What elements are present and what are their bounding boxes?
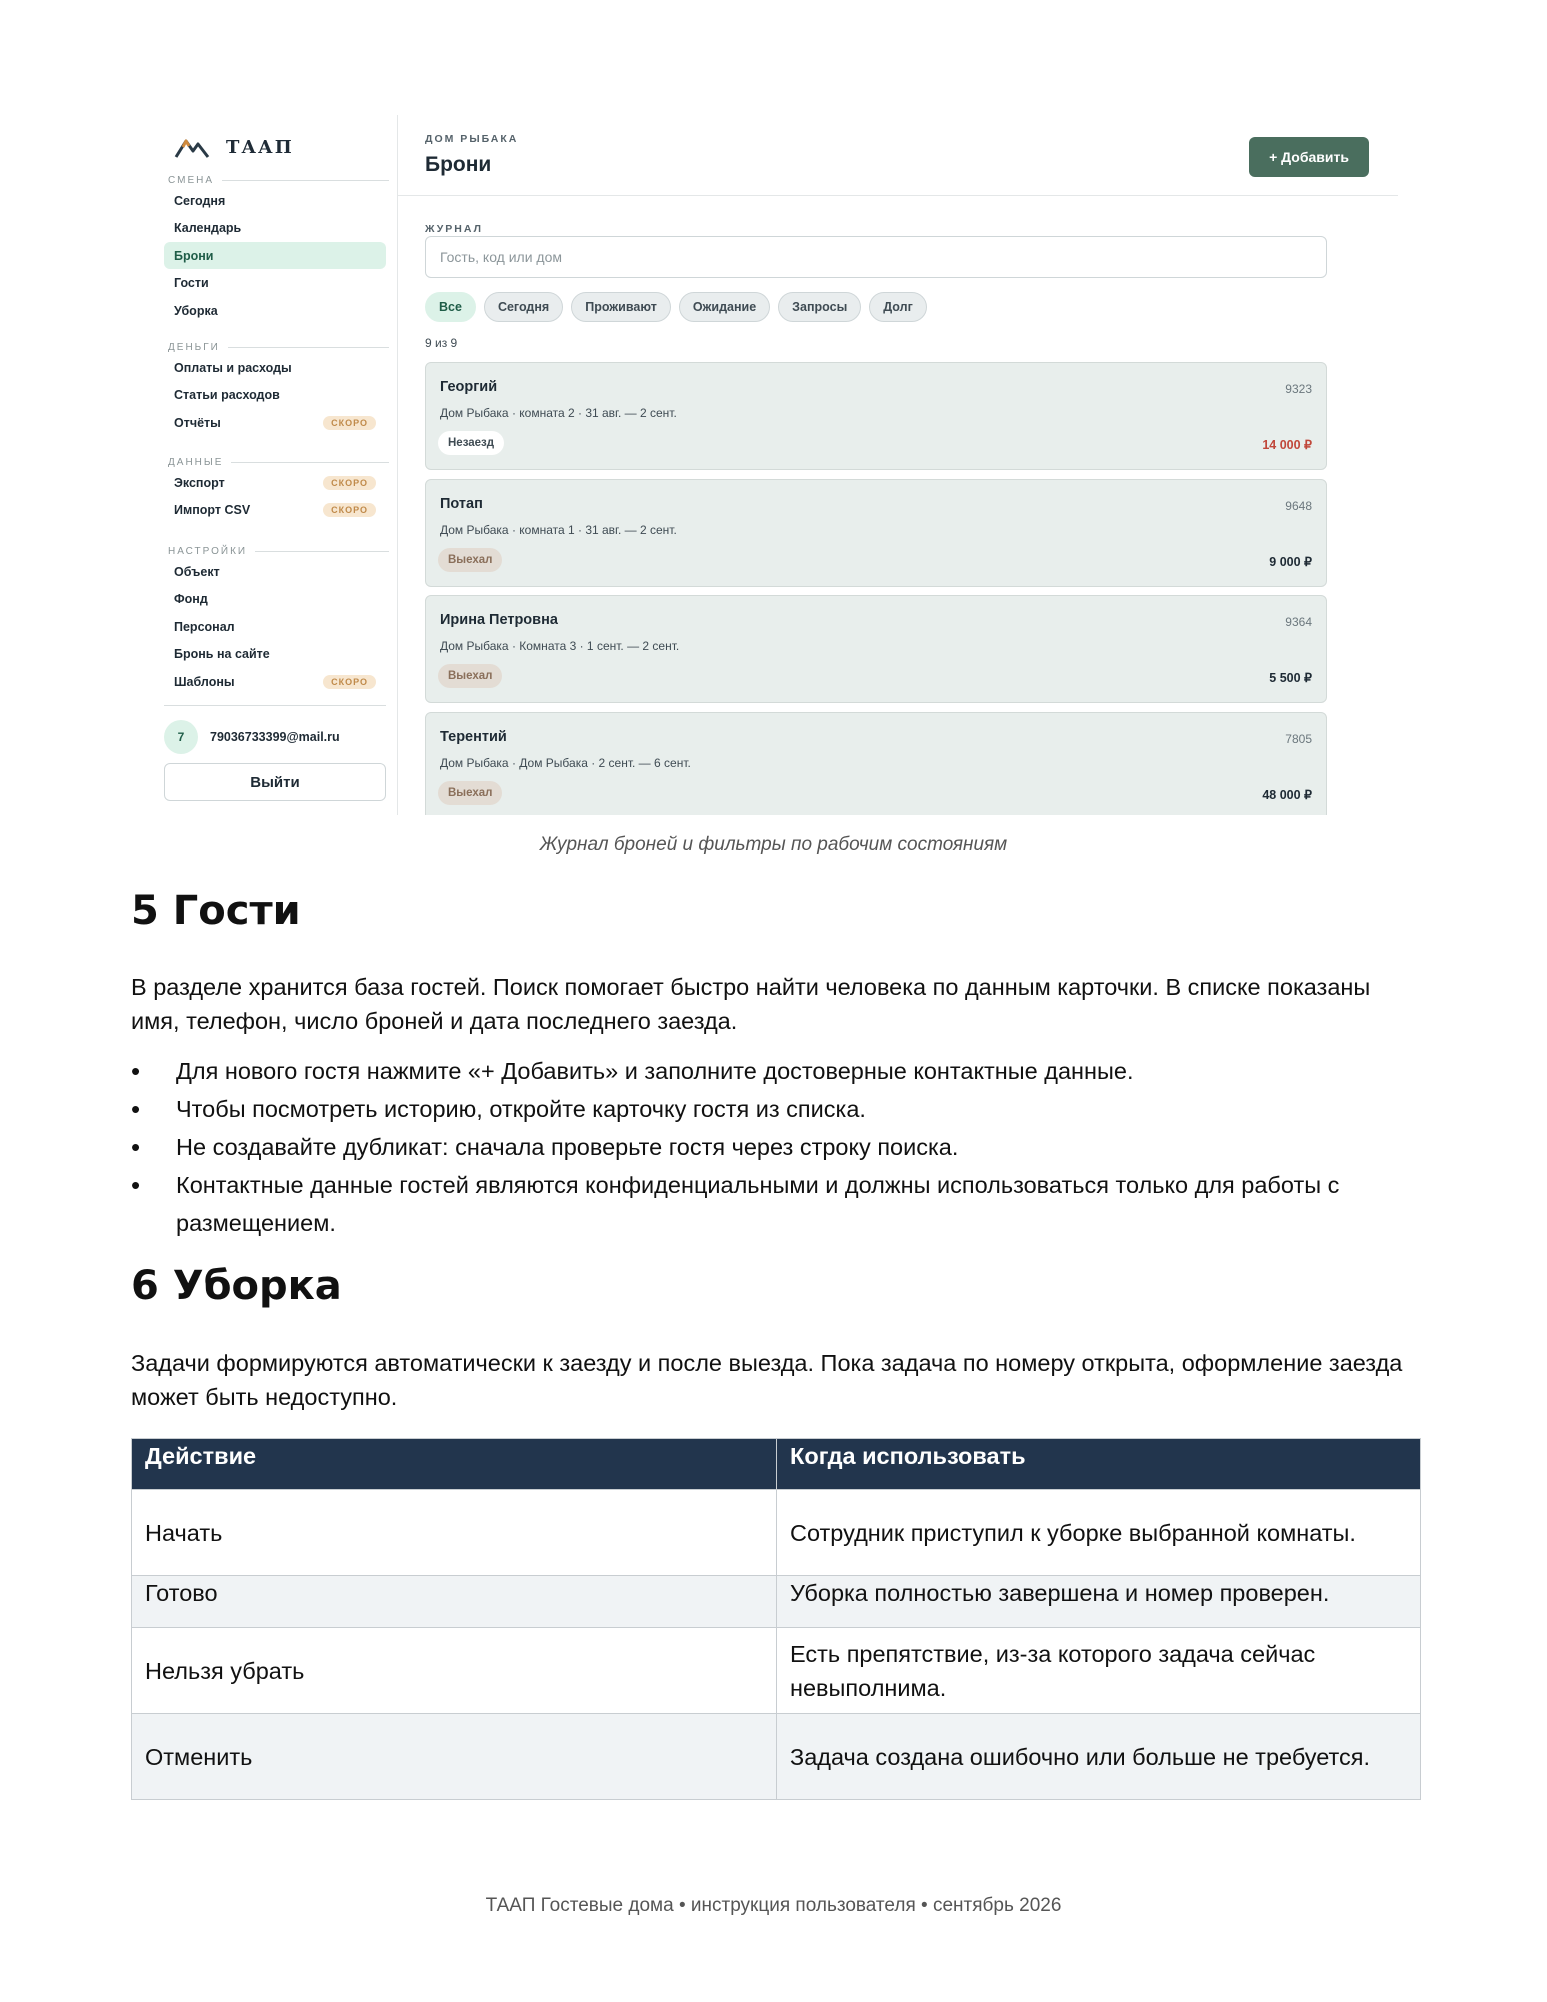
section-divider bbox=[228, 347, 389, 348]
status-badge: Выехал bbox=[438, 664, 502, 688]
coming-soon-badge: СКОРО bbox=[323, 416, 376, 430]
sidebar-item[interactable] bbox=[164, 354, 386, 381]
sidebar-item-label: Фонд bbox=[174, 592, 208, 606]
add-booking-button[interactable]: + Добавить bbox=[1249, 137, 1369, 177]
sidebar-item-label: Брони bbox=[174, 248, 214, 263]
filter-chips bbox=[425, 292, 927, 322]
booking-amount: 14 000 ₽ bbox=[1262, 438, 1312, 452]
sidebar-section-title: ДАННЫЕ bbox=[168, 457, 224, 468]
avatar: 7 bbox=[164, 720, 198, 754]
sidebar-item-label: Уборка bbox=[174, 303, 218, 318]
user-email: 79036733399@mail.ru bbox=[210, 730, 340, 744]
sidebar-item-label: Сегодня bbox=[174, 193, 226, 208]
cleaning-actions-table bbox=[131, 1438, 1421, 1800]
filter-chip[interactable]: Запросы bbox=[778, 292, 861, 322]
page-footer: ТААП Гостевые дома • инструкция пользователя • сентябрь 2026 bbox=[485, 1895, 1062, 1916]
list-item: • Для нового гостя нажмите «+ Добавить» и заполните достоверные контактные данные. bbox=[131, 1052, 1421, 1090]
sidebar-item[interactable] bbox=[164, 613, 386, 640]
section-divider bbox=[231, 462, 389, 463]
filter-chip[interactable]: Ожидание bbox=[679, 292, 770, 322]
booking-amount: 48 000 ₽ bbox=[1262, 787, 1312, 802]
table-header-row bbox=[132, 1439, 1421, 1490]
table-cell: Отменить bbox=[132, 1714, 777, 1800]
sidebar-section-header bbox=[168, 175, 389, 186]
table-cell: Начать bbox=[132, 1490, 777, 1576]
booking-card[interactable] bbox=[425, 595, 1327, 703]
sidebar-item-label: Шаблоны bbox=[174, 674, 235, 689]
breadcrumb: ДОМ РЫБАКА bbox=[425, 133, 519, 145]
filter-chip[interactable]: Долг bbox=[869, 292, 927, 322]
booking-card[interactable] bbox=[425, 479, 1327, 587]
sidebar-item-label: Отчёты bbox=[174, 415, 221, 430]
search-input[interactable]: Гость, код или дом bbox=[425, 236, 1327, 278]
booking-card[interactable] bbox=[425, 712, 1327, 816]
table-row bbox=[132, 1490, 1421, 1576]
guests-paragraph: В разделе хранится база гостей. Поиск помогает быстро найти человека по данным карточки. В списке показаны имя, телефон, число броней и дата последнего заезда. bbox=[131, 974, 1371, 1034]
sidebar-item[interactable] bbox=[164, 187, 386, 214]
sidebar-section-header bbox=[168, 457, 389, 468]
sidebar-item[interactable] bbox=[164, 242, 386, 269]
booking-card[interactable] bbox=[425, 362, 1327, 470]
sidebar-section-title: СМЕНА bbox=[168, 175, 215, 186]
mountain-logo-icon bbox=[174, 135, 210, 159]
section-heading-guests: 5 Гости bbox=[131, 888, 301, 934]
sidebar-item-label: Бронь на сайте bbox=[174, 647, 270, 661]
booking-details: Дом Рыбака · комната 2 · 31 авг. — 2 сент. bbox=[440, 406, 677, 420]
filter-chip[interactable]: Все bbox=[425, 292, 476, 322]
page-title: Брони bbox=[425, 153, 492, 176]
table-row bbox=[132, 1628, 1421, 1714]
sidebar-item[interactable] bbox=[164, 215, 386, 242]
journal-label: ЖУРНАЛ bbox=[425, 223, 483, 235]
sidebar-section-header bbox=[168, 342, 389, 353]
sidebar-item[interactable] bbox=[164, 641, 386, 668]
guest-name: Ирина Петровна bbox=[440, 612, 558, 628]
coming-soon-badge: СКОРО bbox=[323, 675, 376, 689]
sidebar-item-label: Гости bbox=[174, 276, 209, 290]
booking-amount: 9 000 ₽ bbox=[1269, 554, 1312, 569]
logo-text: ТААП bbox=[226, 136, 294, 158]
figure-caption: Журнал броней и фильтры по рабочим состояниям bbox=[539, 834, 1008, 855]
booking-code: 9648 bbox=[1285, 498, 1312, 513]
table-cell: Готово bbox=[132, 1576, 777, 1628]
sidebar-item[interactable] bbox=[164, 469, 386, 496]
sidebar-item[interactable] bbox=[164, 409, 386, 436]
table-cell: Есть препятствие, из-за которого задача сейчас невыполнима. bbox=[777, 1628, 1421, 1714]
booking-details: Дом Рыбака · комната 1 · 31 авг. — 2 сент. bbox=[440, 522, 677, 537]
status-badge: Выехал bbox=[438, 548, 502, 572]
list-item: • Чтобы посмотреть историю, откройте карточку гостя из списка. bbox=[131, 1090, 1421, 1128]
sidebar-item-label: Персонал bbox=[174, 619, 235, 634]
booking-code: 7805 bbox=[1285, 731, 1312, 746]
sidebar-item[interactable] bbox=[164, 382, 386, 409]
sidebar-item-label: Календарь bbox=[174, 221, 242, 235]
guest-name: Потап bbox=[440, 495, 483, 512]
section-heading-cleaning: 6 Уборка bbox=[131, 1263, 342, 1309]
filter-chip[interactable]: Сегодня bbox=[484, 292, 563, 322]
app-screenshot bbox=[160, 115, 1410, 815]
sidebar-item-label: Оплаты и расходы bbox=[174, 360, 292, 375]
table-cell: Нельзя убрать bbox=[132, 1628, 777, 1714]
coming-soon-badge: СКОРО bbox=[323, 503, 376, 517]
user-block[interactable] bbox=[164, 720, 340, 754]
sidebar-section-title: НАСТРОЙКИ bbox=[168, 546, 248, 557]
table-cell: Сотрудник приступил к уборке выбранной комнаты. bbox=[777, 1490, 1421, 1576]
cleaning-paragraph: Задачи формируются автоматически к заезду и после выезда. Пока задача по номеру открыта, оформление заезда может быть недоступно. bbox=[131, 1350, 1403, 1410]
logo bbox=[174, 135, 294, 159]
sidebar bbox=[160, 115, 395, 815]
sidebar-item[interactable] bbox=[164, 497, 386, 524]
sidebar-item[interactable] bbox=[164, 270, 386, 297]
sidebar-section-header bbox=[168, 546, 389, 557]
sidebar-item-label: Импорт CSV bbox=[174, 503, 251, 517]
status-badge: Незаезд bbox=[438, 431, 504, 455]
table-header-cell: Когда использовать bbox=[777, 1439, 1421, 1490]
result-count: 9 из 9 bbox=[425, 336, 458, 350]
sidebar-item-label: Статьи расходов bbox=[174, 388, 280, 402]
sidebar-item[interactable] bbox=[164, 558, 386, 585]
booking-details: Дом Рыбака · Дом Рыбака · 2 сент. — 6 сент. bbox=[440, 755, 691, 770]
list-item: • Контактные данные гостей являются конфиденциальными и должны использоваться только для работы с размещением. bbox=[131, 1166, 1421, 1242]
table-cell: Задача создана ошибочно или больше не требуется. bbox=[777, 1714, 1421, 1800]
table-row bbox=[132, 1714, 1421, 1800]
sidebar-item-label: Экспорт bbox=[174, 475, 225, 490]
table-row bbox=[132, 1576, 1421, 1628]
booking-code: 9364 bbox=[1285, 615, 1312, 629]
filter-chip[interactable]: Проживают bbox=[571, 292, 671, 322]
sidebar-divider bbox=[164, 705, 386, 706]
guest-name: Терентий bbox=[440, 728, 507, 745]
header-divider bbox=[398, 195, 1398, 196]
main-panel bbox=[398, 115, 1410, 815]
coming-soon-badge: СКОРО bbox=[323, 476, 376, 490]
status-badge: Выехал bbox=[438, 781, 502, 805]
sidebar-item[interactable] bbox=[164, 586, 386, 613]
logout-button[interactable]: Выйти bbox=[164, 763, 386, 801]
list-item: • Не создавайте дубликат: сначала проверьте гостя через строку поиска. bbox=[131, 1128, 1421, 1166]
section-divider bbox=[222, 180, 389, 181]
sidebar-item[interactable] bbox=[164, 297, 386, 324]
table-cell: Уборка полностью завершена и номер проверен. bbox=[777, 1576, 1421, 1628]
table-header-cell: Действие bbox=[132, 1439, 777, 1490]
guests-bullet-list bbox=[131, 1052, 1421, 1242]
sidebar-item[interactable] bbox=[164, 668, 386, 695]
sidebar-section-title: ДЕНЬГИ bbox=[168, 342, 220, 353]
booking-code: 9323 bbox=[1285, 382, 1312, 396]
booking-details: Дом Рыбака · Комната 3 · 1 сент. — 2 сент. bbox=[440, 639, 680, 653]
booking-amount: 5 500 ₽ bbox=[1269, 671, 1312, 685]
guest-name: Георгий bbox=[440, 379, 498, 395]
section-divider bbox=[255, 551, 389, 552]
sidebar-item-label: Объект bbox=[174, 564, 220, 579]
